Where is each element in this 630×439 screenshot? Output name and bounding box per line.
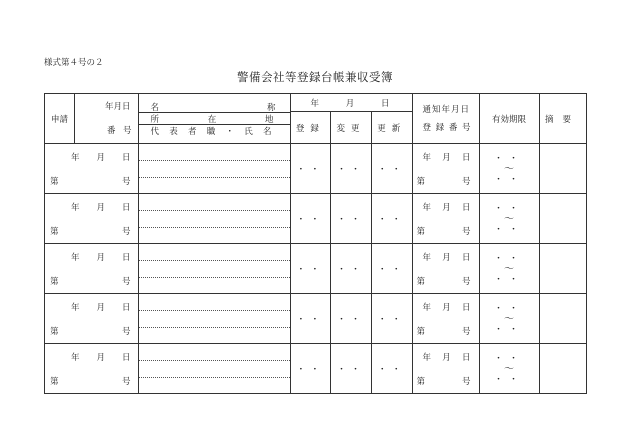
validity-cell [479,144,539,194]
header-registration: 登録 [295,123,325,134]
application-date-number-cell [45,194,139,244]
validity-tilde: ～ [504,314,515,325]
row-day-char: 日 [122,252,131,263]
row-year-char: 年 [71,202,80,213]
row-year-char: 年 [71,302,80,313]
validity-cell [479,344,539,394]
representative-line [139,228,290,244]
notice-year-char: 年 [422,152,432,163]
header-address-char-3: 地 [265,114,274,125]
header-operations [290,94,412,144]
header-number-char-1: 番 [107,126,116,137]
notice-number-suffix: 号 [462,327,471,337]
representative-line [139,278,290,294]
row-day-char: 日 [122,152,131,163]
header-rep-char-5: ・ [225,126,234,137]
application-date-number-cell [45,344,139,394]
validity-start-dots: ・・ [494,354,525,364]
header-application: 申請 [45,94,75,144]
registry-row [45,144,587,194]
change-date-dots: ・・ [330,344,371,393]
address-line [139,211,290,228]
registration-date-dots: ・・ [296,265,325,275]
header-ops-year-char: 年 [310,98,320,109]
header-notice-number-char-3: 番 [448,123,458,133]
validity-end-dots: ・・ [494,225,525,235]
validity-cell [479,294,539,344]
registration-date-dots: ・・ [296,315,325,325]
notice-number-prefix: 第 [416,227,426,237]
change-date-dots: ・・ [330,294,371,343]
header-address-char-1: 所 [150,114,160,125]
validity-start-dots: ・・ [494,154,525,164]
header-rep-char-4: 職 [206,126,216,137]
row-day-char: 日 [122,202,131,213]
header-notice-number-char-4: 号 [462,123,471,133]
address-line [139,311,290,328]
notice-day-char: 日 [462,252,471,263]
header-name-char-1: 名 [150,102,160,113]
application-date-number-cell [45,144,139,194]
notice-cell [412,344,479,394]
notice-number-suffix: 号 [462,227,471,237]
row-number-prefix: 第 [50,177,59,187]
operations-cell [290,344,412,394]
name-address-rep-cell [138,344,290,394]
change-date-dots: ・・ [330,194,371,243]
header-validity: 有効期限 [479,94,539,144]
header-renewal: 更新 [371,112,412,143]
header-ops-month-char: 月 [345,98,355,109]
header-ops-day-char: 日 [381,98,390,109]
header-notice-number-char-2: 録 [435,123,445,133]
notice-number-suffix: 号 [462,177,471,187]
notice-year-char: 年 [422,202,432,213]
header-rep-char-2: 表 [169,126,178,137]
remarks-cell [539,244,586,294]
application-date-number-cell [45,244,139,294]
notice-month-char: 月 [442,302,451,313]
header-name-address-rep [138,94,290,144]
name-address-rep-cell [138,144,290,194]
name-line [139,344,290,361]
row-year-char: 年 [71,252,80,263]
header-notice-number-char-1: 登 [422,123,432,133]
notice-day-char: 日 [462,152,471,163]
renewal-date-dots: ・・ [371,294,412,343]
notice-month-char: 月 [442,152,451,163]
validity-tilde: ～ [504,214,515,225]
header-change: 変更 [330,112,371,143]
notice-month-char: 月 [442,202,451,213]
validity-tilde: ～ [504,364,515,375]
validity-end-dots: ・・ [494,325,525,335]
change-date-dots: ・・ [330,144,371,193]
header-rep-char-1: 代 [150,126,160,137]
registry-table [44,93,587,394]
notice-cell [412,144,479,194]
notice-number-suffix: 号 [462,377,471,387]
row-month-char: 月 [96,252,106,263]
header-application-date [75,94,139,118]
header-notice [412,94,479,144]
application-date-number-cell [45,294,139,344]
notice-month-char: 月 [442,252,451,263]
validity-end-dots: ・・ [494,275,525,285]
row-month-char: 月 [96,302,106,313]
registration-date-dots: ・・ [296,165,325,175]
validity-end-dots: ・・ [494,375,525,385]
row-number-prefix: 第 [50,377,59,387]
renewal-date-dots: ・・ [371,344,412,393]
row-day-char: 日 [122,352,131,363]
row-number-suffix: 号 [122,277,131,287]
row-number-suffix: 号 [122,327,131,337]
row-number-prefix: 第 [50,327,59,337]
operations-cell [290,294,412,344]
notice-day-char: 日 [462,202,471,213]
header-month-char: 月 [113,101,123,112]
header-year-char: 年 [105,101,114,112]
validity-tilde: ～ [504,164,515,175]
validity-start-dots: ・・ [494,304,525,314]
representative-line [139,178,290,194]
header-day-char: 日 [122,101,131,112]
row-number-prefix: 第 [50,227,59,237]
renewal-date-dots: ・・ [371,194,412,243]
header-notice-date: 通知年月日 [422,105,471,115]
notice-year-char: 年 [422,252,432,263]
header-remarks: 摘要 [539,94,586,144]
validity-cell [479,244,539,294]
registration-date-dots: ・・ [296,215,325,225]
notice-month-char: 月 [442,352,451,363]
row-day-char: 日 [122,302,131,313]
registration-date-dots: ・・ [296,365,325,375]
name-address-rep-cell [138,294,290,344]
notice-number-prefix: 第 [416,277,426,287]
remarks-cell [539,344,586,394]
notice-day-char: 日 [462,302,471,313]
operations-cell [290,244,412,294]
row-month-char: 月 [96,152,106,163]
validity-end-dots: ・・ [494,175,525,185]
remarks-cell [539,294,586,344]
notice-day-char: 日 [462,352,471,363]
row-number-suffix: 号 [122,377,131,387]
validity-tilde: ～ [504,264,515,275]
address-line [139,261,290,278]
row-number-prefix: 第 [50,277,59,287]
row-month-char: 月 [96,352,106,363]
header-row-top [45,94,587,118]
header-rep-char-6: 氏 [244,126,253,137]
header-rep-char-7: 名 [262,126,272,137]
validity-start-dots: ・・ [494,254,525,264]
registry-row [45,244,587,294]
notice-year-char: 年 [422,302,432,313]
registry-row [45,294,587,344]
notice-cell [412,194,479,244]
notice-year-char: 年 [422,352,432,363]
notice-cell [412,244,479,294]
name-line [139,244,290,261]
address-line [139,361,290,378]
notice-number-prefix: 第 [416,377,426,387]
header-rep-char-3: 者 [188,126,197,137]
row-month-char: 月 [96,202,106,213]
registry-row [45,344,587,394]
row-number-suffix: 号 [122,227,131,237]
notice-number-suffix: 号 [462,277,471,287]
name-address-rep-cell [138,194,290,244]
remarks-cell [539,194,586,244]
renewal-date-dots: ・・ [371,144,412,193]
validity-start-dots: ・・ [494,204,525,214]
row-year-char: 年 [71,352,80,363]
notice-number-prefix: 第 [416,177,426,187]
representative-line [139,328,290,344]
form-number: 様式第４号の２ [44,58,104,68]
operations-cell [290,144,412,194]
header-application-number [75,117,139,143]
validity-cell [479,194,539,244]
change-date-dots: ・・ [330,244,371,293]
row-number-suffix: 号 [122,177,131,187]
registry-row [45,194,587,244]
address-line [139,161,290,178]
renewal-date-dots: ・・ [371,244,412,293]
name-line [139,194,290,211]
header-number-char-2: 号 [123,126,132,137]
notice-cell [412,294,479,344]
remarks-cell [539,144,586,194]
name-line [139,294,290,311]
notice-number-prefix: 第 [416,327,426,337]
name-line [139,144,290,161]
row-year-char: 年 [71,152,80,163]
name-address-rep-cell [138,244,290,294]
header-address-char-2: 在 [207,114,217,125]
operations-cell [290,194,412,244]
representative-line [139,378,290,394]
header-name-char-2: 称 [267,102,276,113]
document-title: 警備会社等登録台帳兼収受簿 [237,70,393,84]
